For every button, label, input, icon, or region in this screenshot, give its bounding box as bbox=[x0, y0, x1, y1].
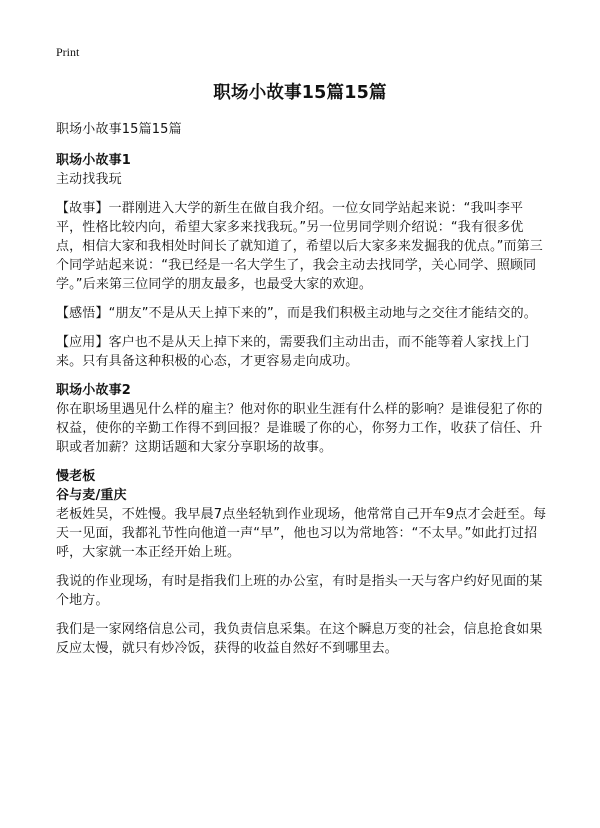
section-story-2 bbox=[56, 381, 548, 457]
article-title: 慢老板 bbox=[56, 469, 96, 484]
story-title: 主动找我玩 bbox=[56, 172, 122, 187]
section-heading: 职场小故事1 bbox=[56, 153, 131, 168]
article-paragraph: 我说的作业现场，有时是指我们上班的办公室，有时是指头一天与客户约好见面的某个地方。 bbox=[56, 574, 543, 608]
intro-paragraph: 你在职场里遇见什么样的雇主？他对你的职业生涯有什么样的影响？是谁侵犯了你的权益，使你的辛勤工作得不到回报？是谁暖了你的心，你努力工作，收获了信任、升职或者加薪？这期话题和大家分享职场的故事。 bbox=[56, 402, 543, 455]
article-paragraph: 老板姓吴，不姓慢。我早晨7点坐轻轨到作业现场，他常常自己开车9点才会赶至。每天一见面，我都礼节性向他道一声“早”，他也习以为常地答：“不太早。”如此打过招呼，大家就一本正经开始上班。 bbox=[56, 507, 547, 560]
article-paragraph: 我们是一家网络信息公司，我负责信息采集。在这个瞬息万变的社会，信息抢食如果反应太慢，就只有炒冷饭，获得的收益自然好不到哪里去。 bbox=[56, 622, 543, 656]
application-paragraph: 【应用】客户也不是从天上掉下来的，需要我们主动出击，而不能等着人家找上门来。只有具备这种积极的心态，才更容易走向成功。 bbox=[56, 335, 530, 369]
section-story-1 bbox=[56, 151, 548, 371]
document-body bbox=[56, 120, 548, 668]
print-label: Print bbox=[56, 45, 80, 59]
section-author bbox=[56, 486, 548, 658]
document-title: 职场小故事15篇15篇 bbox=[213, 83, 387, 103]
section-slow-boss bbox=[56, 467, 548, 486]
article-author: 谷与麦/重庆 bbox=[56, 488, 127, 503]
insight-paragraph: 【感悟】“朋友”不是从天上掉下来的”，而是我们积极主动地与之交往才能结交的。 bbox=[56, 306, 537, 321]
story-paragraph: 【故事】一群刚进入大学的新生在做自我介绍。一位女同学站起来说：“我叫李平平，性格比较内向，希望大家多来找我玩。”另一位男同学则介绍说：“我有很多优点，相信大家和我相处时间长了就知道了，希望以后大家多来发掘我的优点。”而第三个同学站起来说：“我已经是一名大学生了，我会主动去找同学，关心同学、照顾同学。”后来第三位同学的朋友最多，也最受大家的欢迎。 bbox=[56, 201, 543, 292]
section-heading: 职场小故事2 bbox=[56, 383, 131, 398]
document-subtitle: 职场小故事15篇15篇 bbox=[56, 122, 182, 137]
